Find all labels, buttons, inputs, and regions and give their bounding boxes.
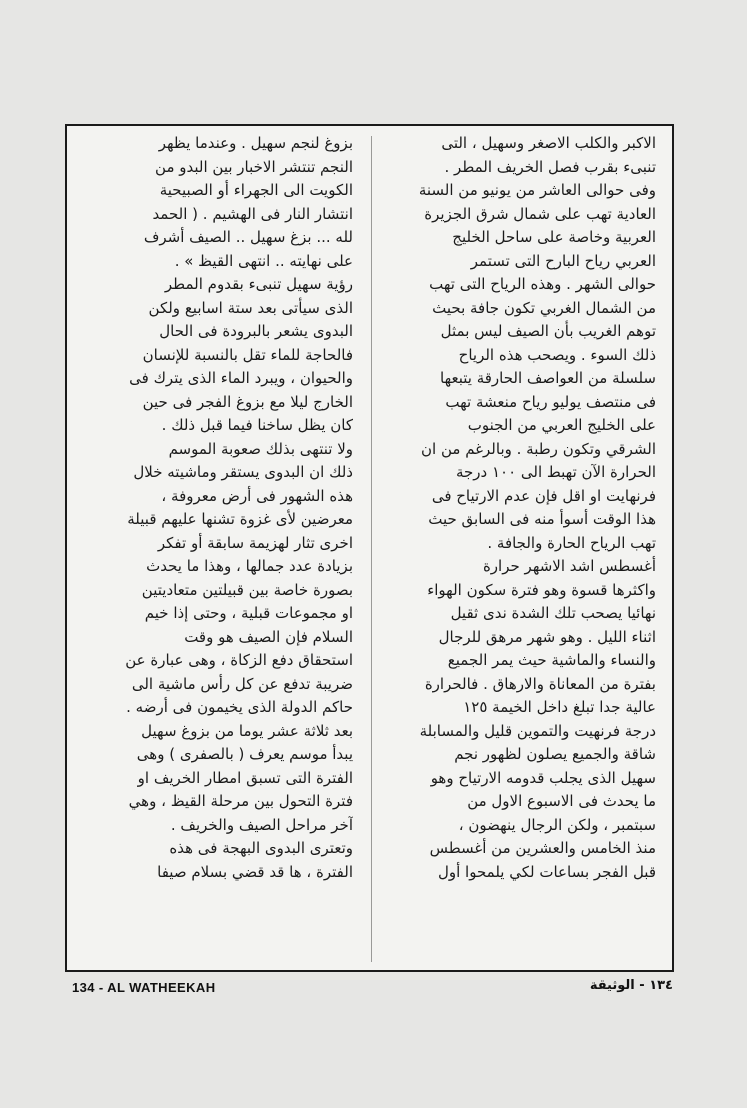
text-line: الفترة ، ها قد قضي بسلام صيفا [157, 862, 353, 881]
text-line: الحرارة الآن تهبط الى ١٠٠ درجة [455, 463, 656, 481]
text-line: العربية وخاصة على ساحل الخليج [452, 228, 656, 246]
text-line: فالحاجة للماء تقل بالنسبة للإنسان [142, 345, 353, 364]
text-line: الذى سيأتى بعد ستة اسابيع ولكن [148, 298, 353, 317]
text-line: آخر مراحل الصيف والخريف . [170, 815, 353, 834]
column-divider [371, 136, 372, 962]
text-line: استحقاق دفع الزكاة ، وهى عبارة عن [125, 651, 353, 669]
text-line: النجم تنتشر الاخبار بين البدو من [155, 157, 353, 176]
text-line: ولا تنتهى بذلك صعوبة الموسم [168, 439, 353, 458]
text-line: درجة فرنهيت والتموين قليل والمسابلة [419, 721, 656, 740]
text-line: تنبىء بقرب فصل الخريف المطر . [444, 157, 656, 176]
text-line: منذ الخامس والعشرين من أغسطس [429, 839, 656, 857]
text-line: ما يحدث فى الاسبوع الاول من [467, 792, 656, 810]
text-line: واكثرها قسوة وهو فترة سكون الهواء [427, 580, 656, 599]
text-column-right [384, 132, 656, 964]
text-line: عالية جدا تبلغ داخل الخيمة ١٢٥ [463, 698, 656, 716]
text-line: لله ... بزغ سهيل .. الصيف أشرف [143, 228, 353, 246]
text-line: معرضين لأى غزوة تشنها عليهم قبيلة [127, 510, 353, 528]
text-line: من الشمال الغربي تكون جافة بحيث [432, 298, 656, 317]
text-line: يبدأ موسم يعرف ( بالصفرى ) وهى [136, 745, 353, 763]
text-line: توهم الغريب بأن الصيف ليس بمثل [440, 322, 656, 340]
text-line: هذه الشهور فى أرض معروفة ، [161, 486, 353, 505]
text-line: بزوغ لنجم سهيل . وعندما يظهر [158, 134, 353, 152]
text-line: العربي رياح البارح التى تستمر [470, 251, 656, 270]
text-line: الشرقي وتكون رطبة . وبالرغم من ان [421, 439, 656, 458]
text-line: اخرى تثار لهزيمة سابقة أو تفكر [157, 533, 353, 552]
text-line: ضريبة تدفع عن كل رأس ماشية الى [131, 674, 353, 693]
text-line: الفترة التى تسبق امطار الخريف او [137, 768, 353, 787]
text-line: على نهايته .. انتهى القيظ » . [174, 251, 353, 270]
text-line: سلسلة من العواصف الحارقة يتبعها [440, 369, 656, 387]
text-line: الاكبر والكلب الاصغر وسهيل ، التى [441, 134, 656, 152]
text-line: حاكم الدولة الذى يخيمون فى أرضه . [126, 698, 353, 716]
text-line: اثناء الليل . وهو شهر مرهق للرجال [438, 627, 656, 646]
text-line: سهيل الذى يجلب قدومه الارتياح وهو [430, 768, 656, 787]
text-line: كان يظل ساخنا فيما قبل ذلك . [161, 416, 353, 434]
text-line: سبتمبر ، ولكن الرجال ينهضون ، [458, 815, 656, 834]
text-line: فترة التحول بين مرحلة القيظ ، وهي [128, 792, 353, 810]
text-column-left [81, 132, 353, 964]
text-line: ذلك السوء . ويصحب هذه الرياح [458, 345, 656, 364]
text-line: العادية تهب على شمال شرق الجزيرة [424, 204, 656, 223]
text-line: وفى حوالى العاشر من يونيو من السنة [418, 181, 656, 199]
text-line: السلام فإن الصيف هو وقت [184, 627, 353, 646]
text-line: على الخليج العربي من الجنوب [467, 416, 656, 434]
text-line: قبل الفجر بساعات لكي يلمحوا أول [437, 862, 656, 881]
text-line: او مجموعات قبلية ، وحتى إذا خيم [144, 604, 353, 622]
text-line: الخارج ليلا مع بزوغ الفجر فى حين [142, 392, 353, 411]
text-line: نهائيا يصحب تلك الشدة ندى ثقيل [450, 604, 656, 622]
text-line: انتشار النار فى الهشيم . ( الحمد [152, 204, 353, 223]
text-line: فى منتصف يوليو رياح منعشة تهب [445, 392, 656, 411]
text-line: بفترة من المعاناة والارهاق . فالحرارة [424, 674, 656, 693]
text-line: أغسطس اشد الاشهر حرارة [482, 557, 656, 575]
text-line: والنساء والماشية حيث يمر الجميع [447, 651, 656, 669]
text-line: شاقة والجميع يصلون لظهور نجم [454, 745, 656, 763]
article-frame [65, 124, 674, 972]
page-number-arabic: ١٣٤ - الوثيقة [589, 978, 673, 993]
text-line: تهب الرياح الحارة والجافة . [487, 533, 656, 552]
text-line: البدوى يشعر بالبرودة فى الحال [159, 322, 353, 340]
text-line: الكويت الى الجهراء أو الصبيحية [159, 181, 353, 199]
text-line: بصورة خاصة بين قبيلتين متعاديتين [141, 580, 353, 599]
page-number-latin: 134 - AL WATHEEKAH [72, 980, 216, 995]
text-line: فرنهايت او اقل فإن عدم الارتياح فى [431, 486, 656, 505]
text-line: هذا الوقت أسوأ منه فى السابق حيث [428, 510, 656, 528]
text-line: بعد ثلاثة عشر يوما من بزوغ سهيل [141, 721, 353, 740]
text-line: وتعترى البدوى البهجة فى هذه [169, 839, 353, 857]
text-line: حوالى الشهر . وهذه الرياح التى تهب [429, 275, 656, 293]
text-line: رؤية سهيل تنبىء بقدوم المطر [164, 275, 353, 293]
text-line: ذلك ان البدوى يستقر وماشيته خلال [133, 463, 353, 481]
text-line: والحيوان ، ويبرد الماء الذى يترك فى [129, 369, 353, 387]
text-line: بزيادة عدد جمالها ، وهذا ما يحدث [146, 557, 353, 575]
